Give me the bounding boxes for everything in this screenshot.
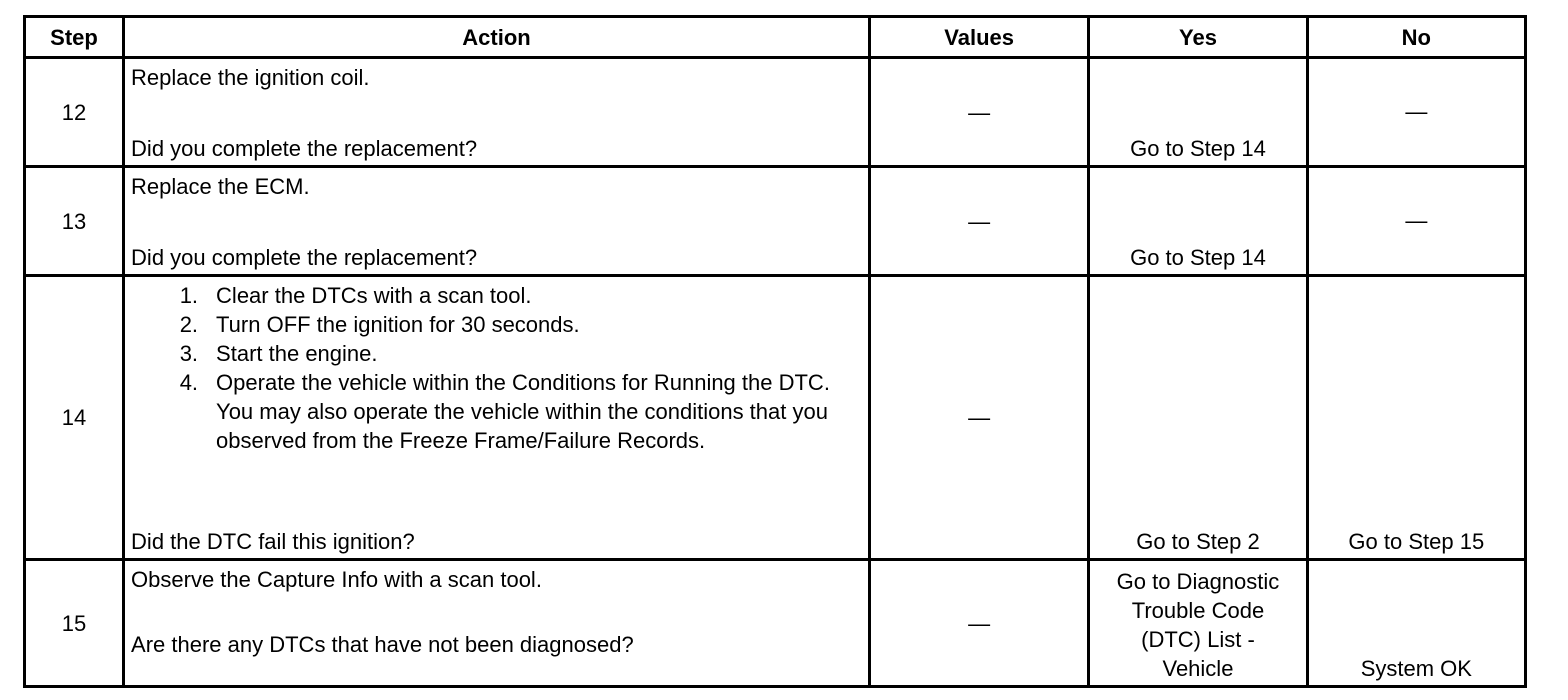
action-question: Did you complete the replacement?: [131, 136, 478, 161]
yes-link-dtc-list: Go to Diagnostic Trouble Code (DTC) List - Vehicle: [1116, 569, 1280, 681]
action-cell: [124, 58, 870, 167]
action-question: Did you complete the replacement?: [131, 245, 478, 270]
substep-number: 2.: [179, 312, 199, 337]
yes-cell: Go to Step 14: [1089, 58, 1307, 167]
values-cell: —: [869, 560, 1088, 687]
substep-number: 4.: [179, 370, 199, 395]
table-row-step-13: [25, 167, 1526, 276]
action-cell: [124, 560, 870, 687]
substep-number: 3.: [179, 341, 199, 366]
values-cell: —: [869, 167, 1088, 276]
substep-item: [131, 339, 862, 368]
header-values: Values: [869, 17, 1088, 58]
substep-text: Turn OFF the ignition for 30 seconds.: [216, 312, 580, 337]
substep-item: [131, 310, 862, 339]
action-instruction: Replace the ECM.: [131, 174, 310, 199]
action-question: Are there any DTCs that have not been diagnosed?: [131, 632, 634, 657]
substep-item: [131, 368, 862, 455]
header-yes: Yes: [1089, 17, 1307, 58]
step-number: 14: [25, 276, 124, 560]
action-cell: [124, 167, 870, 276]
no-cell: —: [1307, 58, 1525, 167]
substep-text: Operate the vehicle within the Conditions for Running the DTC. You may also operate the vehicle within the conditions that you observed from the Freeze Frame/Failure Records.: [216, 370, 830, 453]
substep-text: Clear the DTCs with a scan tool.: [216, 283, 532, 308]
action-instruction: Replace the ignition coil.: [131, 65, 370, 90]
action-cell: [124, 276, 870, 560]
step-number: 15: [25, 560, 124, 687]
step-number: 13: [25, 167, 124, 276]
substep-number: 1.: [179, 283, 199, 308]
yes-cell: Go to Step 2: [1089, 276, 1307, 560]
header-row: [25, 17, 1526, 58]
step-number: 12: [25, 58, 124, 167]
no-cell: System OK: [1307, 560, 1525, 687]
no-cell: Go to Step 15: [1307, 276, 1525, 560]
action-question: Did the DTC fail this ignition?: [131, 529, 415, 554]
table-row-step-12: [25, 58, 1526, 167]
yes-cell: [1089, 560, 1307, 687]
no-cell: —: [1307, 167, 1525, 276]
diagnostic-steps-table: [23, 15, 1527, 688]
header-no: No: [1307, 17, 1525, 58]
header-action: Action: [124, 17, 870, 58]
diagnostic-table-container: [23, 15, 1527, 687]
substep-text: Start the engine.: [216, 341, 378, 366]
substep-item: [131, 281, 862, 310]
values-cell: —: [869, 58, 1088, 167]
action-instruction: Observe the Capture Info with a scan tool.: [131, 567, 542, 592]
values-cell: —: [869, 276, 1088, 560]
header-step: Step: [25, 17, 124, 58]
table-row-step-15: [25, 560, 1526, 687]
table-row-step-14: [25, 276, 1526, 560]
yes-cell: Go to Step 14: [1089, 167, 1307, 276]
substep-list: [131, 281, 862, 455]
